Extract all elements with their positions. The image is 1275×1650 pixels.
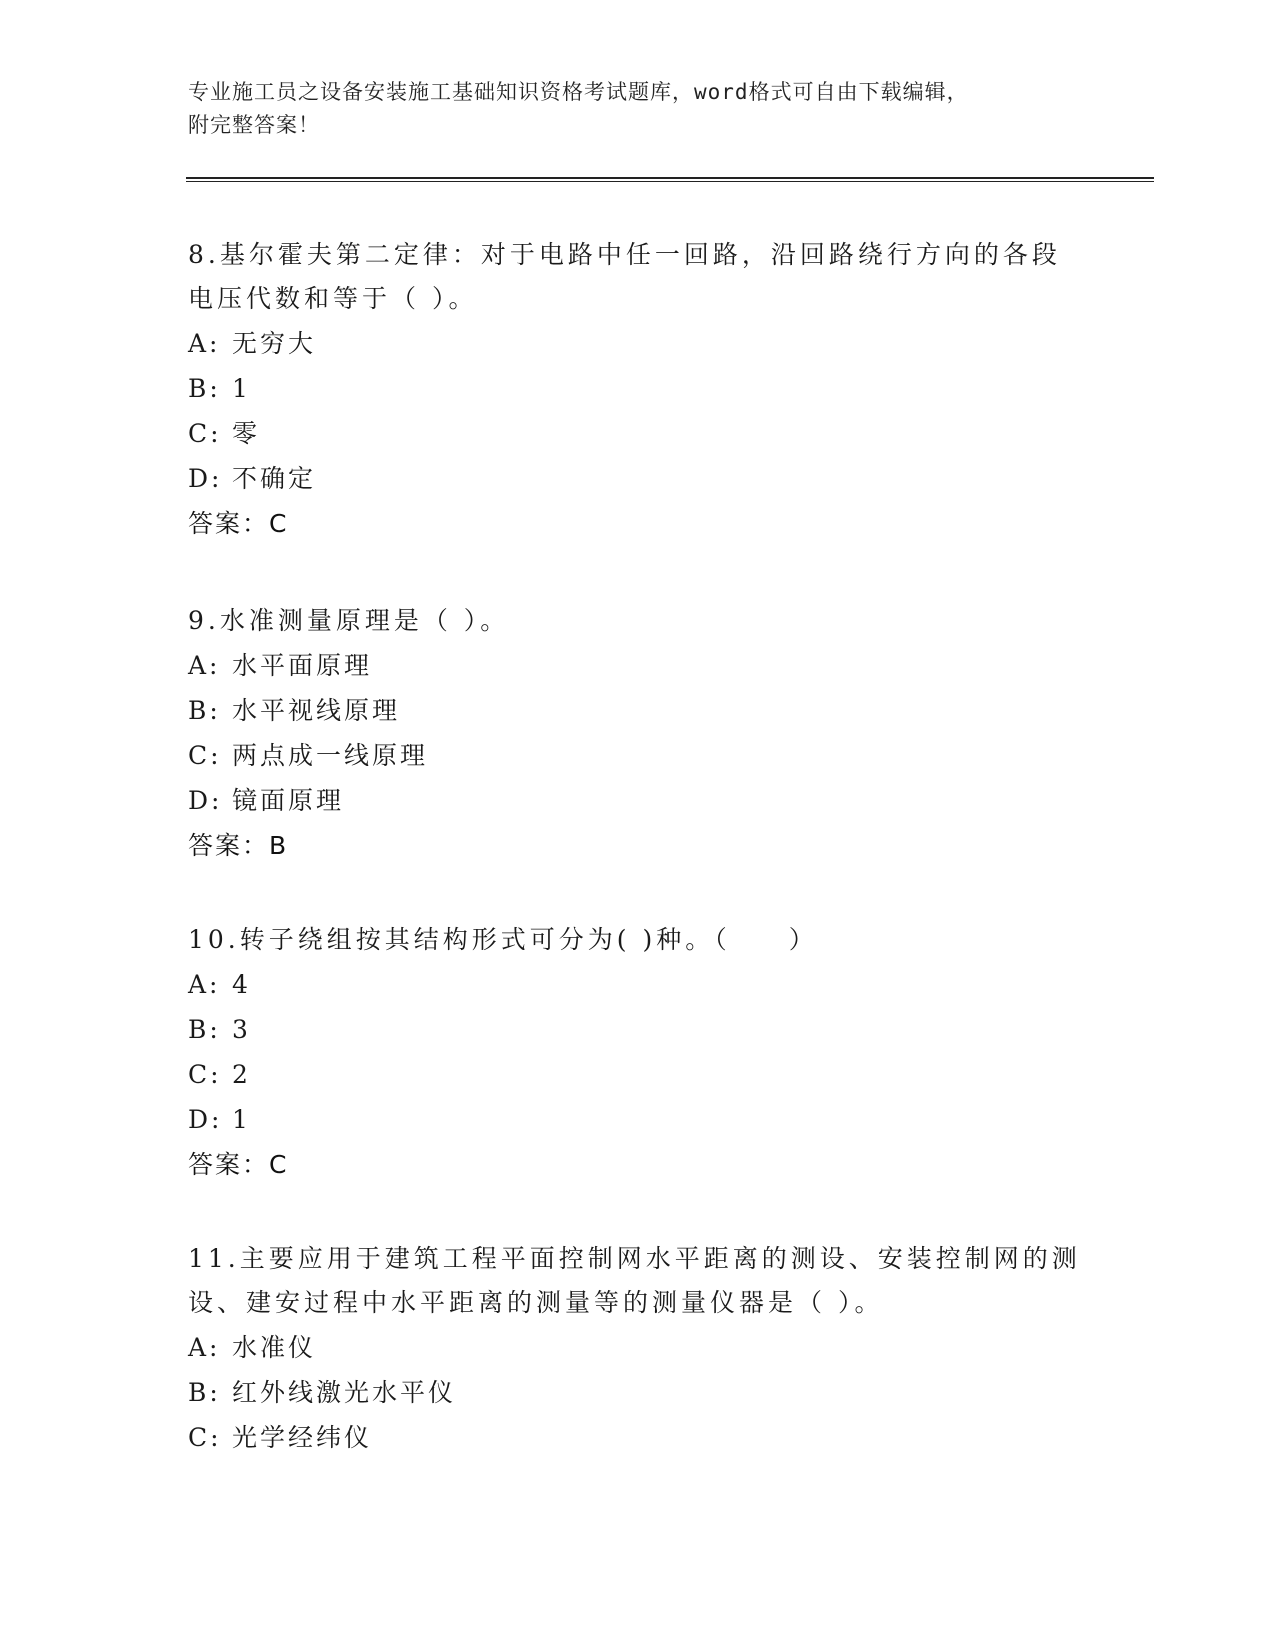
answer: 答案：C (188, 509, 289, 538)
option-text: 两点成一线原理 (232, 741, 429, 770)
option-text: 1 (232, 374, 251, 403)
option-b (188, 1007, 1088, 1052)
header-divider-thin (186, 181, 1154, 182)
option-letter: B: (188, 1015, 221, 1044)
option-letter: A: (188, 329, 221, 358)
option-letter: C: (188, 419, 222, 448)
header-divider-thick (186, 177, 1154, 179)
option-text: 不确定 (232, 464, 317, 493)
option-b (188, 366, 1088, 411)
option-letter: A: (188, 970, 221, 999)
stem-line: 电压代数和等于（ ）。 (188, 284, 478, 313)
option-letter: B: (188, 374, 221, 403)
question-10 (188, 918, 1088, 1188)
option-a (188, 321, 1088, 366)
option-text: 零 (232, 419, 261, 448)
answer: 答案：B (188, 831, 289, 860)
option-text: 4 (232, 970, 251, 999)
option-letter: A: (188, 1333, 221, 1362)
option-letter: C: (188, 741, 222, 770)
option-d (188, 456, 1088, 501)
option-text: 水准仪 (232, 1333, 317, 1362)
option-text: 红外线激光水平仪 (232, 1378, 457, 1407)
option-letter: B: (188, 1378, 221, 1407)
option-c (188, 733, 1088, 778)
option-c (188, 1052, 1088, 1097)
question-stem (188, 233, 1088, 321)
question-8 (188, 233, 1088, 547)
option-text: 3 (232, 1015, 251, 1044)
option-b (188, 1370, 1088, 1415)
question-stem (188, 1237, 1088, 1325)
option-letter: D: (188, 786, 223, 815)
document-header (188, 76, 1088, 142)
stem-line: 设、建安过程中水平距离的测量等的测量仪器是（ ）。 (188, 1288, 884, 1317)
option-text: 镜面原理 (232, 786, 345, 815)
answer: 答案：C (188, 1150, 289, 1179)
option-letter: D: (188, 1105, 223, 1134)
header-line-1: 专业施工员之设备安装施工基础知识资格考试题库，word格式可自由下载编辑， (188, 80, 969, 104)
option-a (188, 962, 1088, 1007)
stem-line: 10.转子绕组按其结构形式可分为( )种。（ ） (188, 925, 818, 954)
question-9 (188, 599, 1088, 869)
question-stem (188, 599, 1088, 643)
stem-line: 9.水准测量原理是（ ）。 (188, 606, 510, 635)
option-letter: C: (188, 1423, 222, 1452)
option-letter: D: (188, 464, 223, 493)
option-d (188, 1097, 1088, 1142)
option-a (188, 643, 1088, 688)
option-text: 2 (232, 1060, 251, 1089)
option-text: 光学经纬仪 (232, 1423, 373, 1452)
option-letter: C: (188, 1060, 222, 1089)
question-11 (188, 1237, 1088, 1460)
option-c (188, 1415, 1088, 1460)
option-letter: B: (188, 696, 221, 725)
option-text: 1 (232, 1105, 251, 1134)
stem-line: 11.主要应用于建筑工程平面控制网水平距离的测设、安装控制网的测 (188, 1244, 1081, 1273)
option-text: 无穷大 (232, 329, 317, 358)
option-letter: A: (188, 651, 221, 680)
option-a (188, 1325, 1088, 1370)
option-c (188, 411, 1088, 456)
option-text: 水平面原理 (232, 651, 373, 680)
option-text: 水平视线原理 (232, 696, 401, 725)
option-d (188, 778, 1088, 823)
header-line-2: 附完整答案！ (188, 113, 320, 137)
option-b (188, 688, 1088, 733)
question-stem (188, 918, 1088, 962)
stem-line: 8.基尔霍夫第二定律：对于电路中任一回路，沿回路绕行方向的各段 (188, 240, 1061, 269)
